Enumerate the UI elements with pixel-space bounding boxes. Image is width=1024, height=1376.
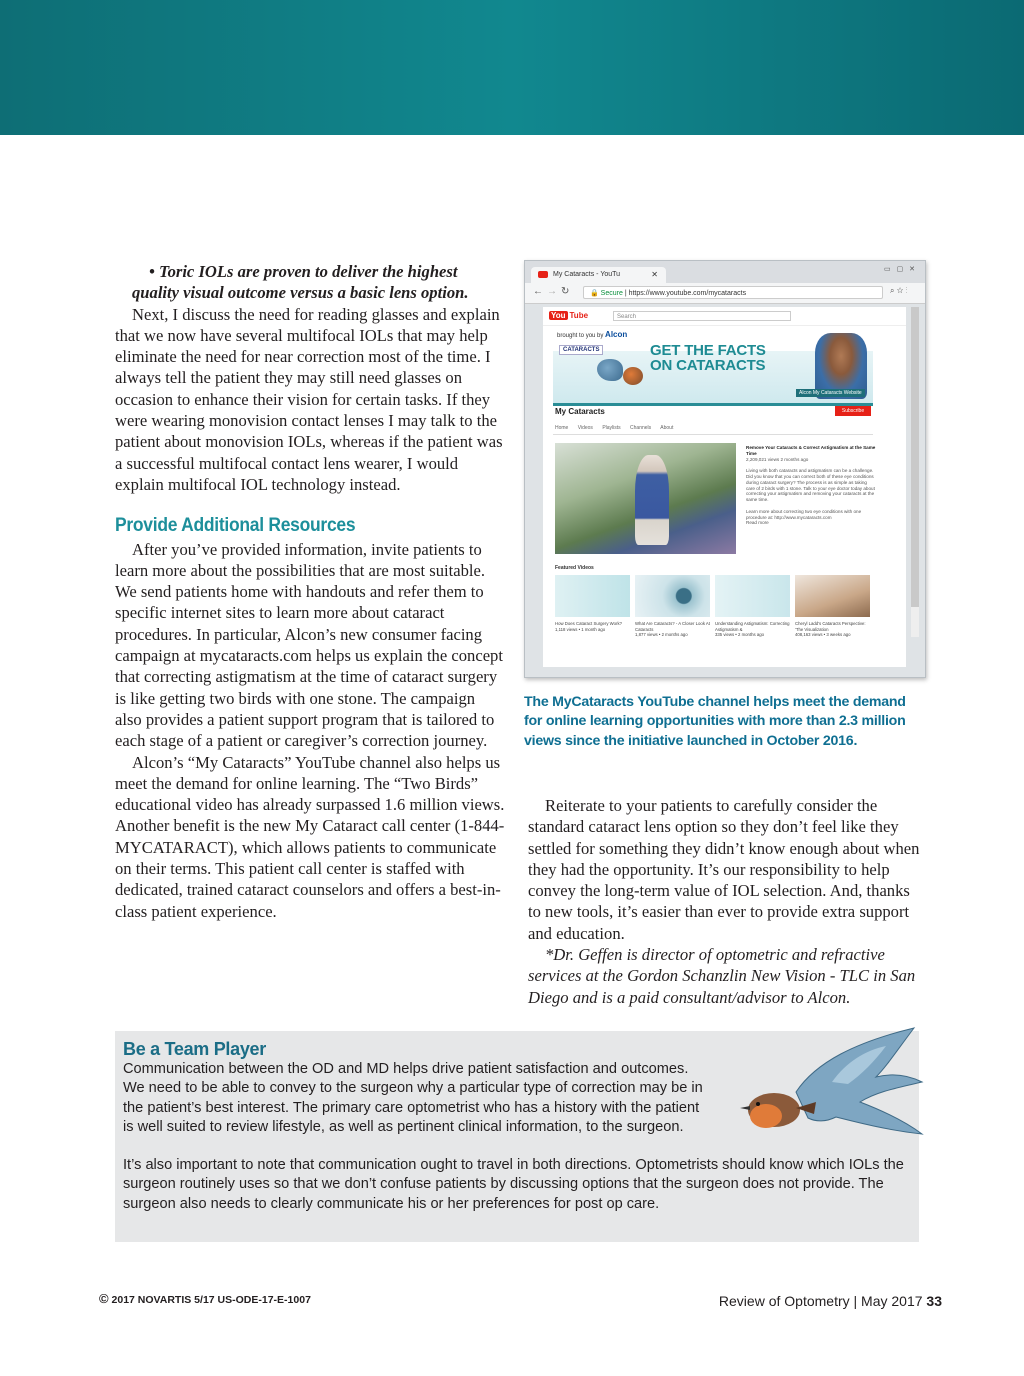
sidebar-paragraph-1: Communication between the OD and MD helps drive patient satisfaction and outcomes. We need to be able to convey to the surgeon why a particular type of correction may be in the patient’s best interest. The primary care optometrist who has a history with the patient is well suited to review lifestyle, as well as pertinent clinical information, to the surgeon.	[123, 1061, 703, 1135]
section-heading: Provide Additional Resources	[115, 515, 356, 537]
right-column	[528, 795, 921, 1008]
featured-caption-4: Cheryl Ladd's Cataracts Perspective: 'The Visualization 408,163 views • 3 weeks ago	[795, 621, 866, 637]
robin-breast	[750, 1104, 782, 1128]
youtube-search-input: Search	[613, 311, 791, 321]
read-more-link: Read more	[746, 520, 769, 526]
featured-caption-2: What Are Cataracts? - A Closer Look At Cataracts 1,877 views • 2 months ago	[635, 621, 710, 637]
robin-beak	[740, 1106, 750, 1110]
page-scrollbar	[911, 307, 919, 637]
sponsor-text: brought to you by Alcon	[557, 330, 628, 339]
page-number: 33	[926, 1293, 942, 1309]
tab-title: My Cataracts - YouTu	[553, 271, 621, 278]
address-bar	[525, 283, 925, 304]
video-title: Remove Your Cataracts & Correct Astigmatism at the Same Time	[746, 445, 876, 456]
video-more: Learn more about correcting two eye conditions with one procedure at: http://www.mycataracts.com	[746, 508, 862, 520]
header-banner	[0, 0, 1024, 135]
figure-caption: The MyCataracts YouTube channel helps meet the demand for online learning opportunities with more than 2.3 million views since the initiative launched in October 2016.	[524, 694, 906, 749]
left-column	[115, 261, 505, 922]
page-footer: Review of Optometry | May 2017 33	[718, 1293, 942, 1309]
video-info	[746, 445, 876, 526]
publication-name: Review of Optometry	[718, 1293, 850, 1309]
featured-video-player	[555, 443, 736, 554]
lock-icon: 🔒	[590, 290, 599, 297]
featured-thumb-2	[635, 575, 710, 617]
sidebar-paragraph-2: It’s also important to note that communication ought to travel in both directions. Optometrists should know which IOLs the surgeon routinely uses so that we don’t confuse patients by discussing options that the surgeon does not provide. The surgeon also needs to clearly communicate his or her preferences for post op care.	[123, 1157, 904, 1212]
featured-videos-heading: Featured Videos	[555, 565, 594, 571]
featured-thumb-4	[795, 575, 870, 617]
channel-website-link: Alcon My Cataracts Website	[796, 389, 865, 397]
youtube-paragraph: Alcon’s “My Cataracts” YouTube channel also helps us meet the demand for online learning. The “Two Birds” educational video has already surpassed 1.6 million views. Another benefit is the new My Cataract call center (1-844-MYCATARACT), which allows patients to communicate on their terms. This patient call center is staffed with dedicated, trained cataract counselors and offers a best-in-class patient experience.	[115, 752, 505, 921]
url-text: https://www.youtube.com/mycataracts	[628, 290, 747, 297]
video-meta: 2,209,021 views 2 months ago	[746, 456, 809, 462]
two-birds-illustration	[736, 1022, 926, 1144]
url-field: 🔒 Secure | https://www.youtube.com/mycataracts	[583, 286, 883, 299]
copyright-text: 2017 NOVARTIS 5/17 US-ODE-17-E-1007	[111, 1294, 311, 1306]
channel-tabs-divider	[553, 434, 873, 435]
channel-tabs: Home Videos Playlists Channels About	[555, 425, 674, 431]
youtube-page	[543, 307, 906, 667]
reiterate-paragraph: Reiterate to your patients to carefully consider the standard cataract lens option so they don’t feel like they settled for something they didn’t know enough about when they had the opportunity. It’s our responsibility to help convey the long-term value of IOL selection. And, thanks to new tools, it’s easier than ever to provide extra support and education.	[528, 796, 920, 943]
window-controls-icon: ▭ ▢ ✕	[884, 266, 917, 273]
featured-thumb-3	[715, 575, 790, 617]
multifocal-paragraph: Next, I discuss the need for reading glasses and explain that we now have several multifocal IOLs that may help eliminate the need for near correction most of the time. I always tell the patient they may still need glasses on occasion to enhance their vision for certain tasks. If they were wearing monovision contact lenses I may talk to the patient about monovision IOLs, whereas if the patient was a successful multifocal contact lens wearer, I would explain multifocal IOL technology instead.	[115, 304, 503, 494]
forward-arrow-icon: →	[547, 286, 557, 297]
browser-tab	[531, 267, 666, 283]
video-description: Living with both cataracts and astigmatism can be a challenge. Did you know that you can correct both of these eye conditions during cataract surgery? The process is as simple as taking care of 2 birds with 1 stone. Talk to your eye doctor today about correcting your astigmatism and removing your cataracts at the same time.	[746, 468, 875, 503]
zoom-icon: ⌕ ☆ ⋮	[890, 286, 908, 295]
youtube-topbar	[543, 307, 906, 326]
channel-name: My Cataracts	[555, 407, 605, 416]
copyright-footer	[99, 1291, 311, 1306]
sidebar-title: Be a Team Player	[123, 1039, 266, 1059]
blue-bird-wings	[796, 1028, 922, 1134]
toric-bullet: • Toric IOLs are proven to deliver the highest quality visual outcome versus a basic lens option.	[132, 262, 469, 303]
issue-date: May 2017	[861, 1293, 923, 1309]
cataracts-tag: CATARACTS	[559, 345, 603, 355]
blue-bird-icon	[597, 359, 623, 381]
featured-thumb-1	[555, 575, 630, 617]
back-arrow-icon: ←	[533, 286, 543, 297]
featured-caption-1: How Does Cataract Surgery Work? 1,118 views • 1 month ago	[555, 621, 623, 632]
subscribe-button: Subscribe	[835, 406, 871, 416]
featured-caption-3: Understanding Astigmatism: Correcting Astigmatism & 335 views • 2 months ago	[715, 621, 790, 637]
youtube-logo: You Tube	[551, 311, 589, 320]
browser-tab-bar	[525, 261, 925, 283]
reload-icon: ↻	[561, 286, 570, 297]
secure-label: Secure	[600, 290, 623, 297]
youtube-favicon-icon	[538, 271, 548, 278]
banner-headline: GET THE FACTS ON CATARACTS	[650, 342, 766, 374]
close-tab-icon: ✕	[651, 270, 658, 279]
resources-paragraph: After you’ve provided information, invite patients to learn more about the possibilities that are most suitable. We send patients home with handouts and refer them to specific internet sites to learn more about cataract procedures. In particular, Alcon’s new consumer facing campaign at mycataracts.com helps us explain the concept that correcting astigmatism at the time of cataract surgery is like getting two birds with one stone. The campaign also provides a patient support program that is tailored to each stage of a patient or caregiver’s correction journey.	[115, 539, 503, 751]
robin-bird-icon	[623, 367, 643, 385]
channel-banner	[553, 329, 873, 406]
copyright-symbol: ©	[99, 1291, 109, 1306]
youtube-screenshot-figure	[524, 260, 926, 678]
robin-eye	[756, 1102, 760, 1106]
author-note: *Dr. Geffen is director of optometric and refractive services at the Gordon Schanzlin New Vision - TLC in San Diego and is a paid consultant/advisor to Alcon.	[528, 945, 916, 1007]
video-woman-figure	[635, 455, 669, 545]
